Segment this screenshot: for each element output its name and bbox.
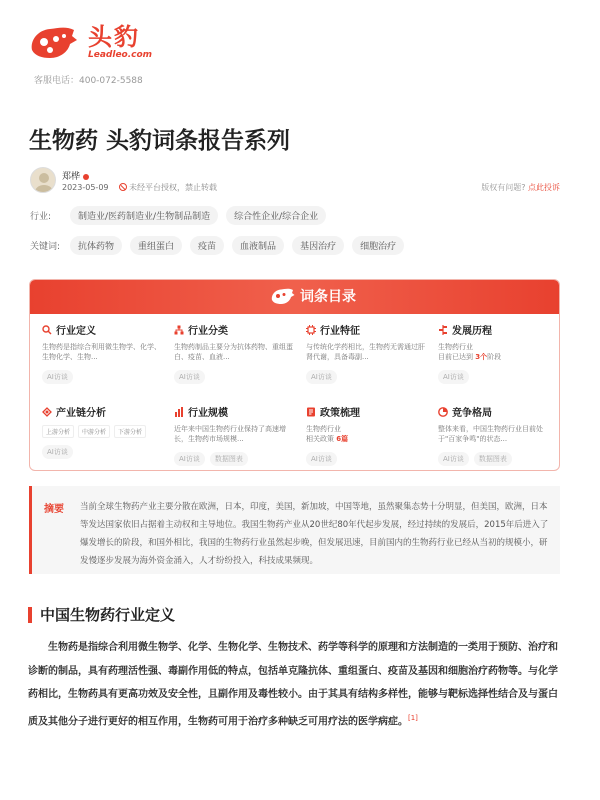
catalog-header — [30, 280, 559, 314]
keyword-tag[interactable]: 细胞治疗 — [352, 236, 404, 255]
catalog-item-history[interactable]: 发展历程 生物药行业 目前已达到 3个阶段 AI访谈 — [438, 322, 558, 384]
section-title: 中国生物药行业定义 — [28, 604, 175, 625]
ai-interview-chip[interactable]: AI访谈 — [306, 452, 337, 466]
ai-interview-chip[interactable]: AI访谈 — [306, 370, 337, 384]
catalog-item-chain[interactable]: 产业链分析 上游分析 中游分析 下游分析 AI访谈 — [42, 404, 162, 459]
author-meta — [62, 182, 217, 193]
catalog-item-classification[interactable]: 行业分类 生物药制品主要分为抗体药物、重组蛋白、疫苗、血液... AI访谈 — [174, 322, 294, 384]
industry-tag[interactable]: 综合性企业/综合企业 — [226, 206, 326, 225]
verified-badge-icon — [83, 174, 89, 180]
ai-interview-chip[interactable]: AI访谈 — [42, 445, 73, 459]
catalog-panel — [29, 279, 560, 471]
hierarchy-icon — [174, 325, 184, 335]
ai-interview-chip[interactable]: AI访谈 — [174, 452, 205, 466]
policy-icon — [306, 407, 316, 417]
pie-icon — [438, 407, 448, 417]
catalog-item-definition[interactable]: 行业定义 生物药是指综合利用微生物学、化学、生物化学、生物... AI访谈 — [42, 322, 162, 384]
avatar[interactable] — [30, 167, 56, 193]
chain-icon — [42, 407, 52, 417]
chip-icon — [306, 325, 316, 335]
leopard-logo-icon — [270, 286, 296, 306]
leopard-logo-icon — [28, 22, 80, 62]
industry-label: 行业: — [30, 212, 52, 222]
search-icon — [42, 325, 52, 335]
keyword-tag[interactable]: 疫苗 — [190, 236, 224, 255]
ai-interview-chip[interactable]: AI访谈 — [42, 370, 73, 384]
summary-text: 当前全球生物药产业主要分散在欧洲，日本，印度，美国，新加坡，中国等地，虽然聚集态势十分明显，但美国，欧洲，日本等发达国家依旧占据着主动权和主导地位。我国生物药产业从20世纪80年代起步发展，经过持续的发展后，2015年后进入了爆发增长的阶段，和国外相比，我国的生物药行业虽然起步晚，但发展迅速，目前国内的生物药行业已经从当初的规模小，研发慢逐步发展为海外资金涌入，人才纷纷投入，科技成果频现。 — [80, 502, 549, 566]
catalog-item-scale[interactable]: 行业规模 近年来中国生物药行业保持了高速增长，生物药市场规模... AI访谈 数据图表 — [174, 404, 294, 466]
prohibited-icon — [119, 183, 127, 191]
copyright-report: 版权有问题? 点此投诉 — [481, 183, 560, 192]
catalog-item-features[interactable]: 行业特征 与传统化学药相比，生物药无需通过肝肾代谢，具备毒副... AI访谈 — [306, 322, 426, 384]
data-chart-chip[interactable]: 数据图表 — [474, 452, 512, 466]
data-chart-chip[interactable]: 数据图表 — [210, 452, 248, 466]
summary-label: 摘要 — [44, 504, 64, 515]
keywords-label: 关键词: — [30, 242, 61, 252]
downstream-tag[interactable]: 下游分析 — [114, 425, 146, 438]
catalog-item-competition[interactable]: 竞争格局 整体来看，中国生物药行业目前处于"百家争鸣"的状态... AI访谈 数据图表 — [438, 404, 558, 466]
reference-link[interactable]: [1] — [408, 713, 418, 722]
publish-date: 2023-05-09 — [62, 183, 109, 192]
copyright-notice: 未经平台授权，禁止转载 — [119, 183, 217, 192]
industry-row — [30, 206, 334, 225]
ai-interview-chip[interactable]: AI访谈 — [174, 370, 205, 384]
ai-interview-chip[interactable]: AI访谈 — [438, 370, 469, 384]
brand-name: 头豹 — [88, 23, 140, 51]
keyword-tag[interactable]: 基因治疗 — [292, 236, 344, 255]
catalog-title: 词条目录 — [300, 289, 356, 305]
ai-interview-chip[interactable]: AI访谈 — [438, 452, 469, 466]
page-title: 生物药 头豹词条报告系列 — [29, 128, 291, 154]
keyword-tag[interactable]: 血液制品 — [232, 236, 284, 255]
keyword-tag[interactable]: 重组蛋白 — [130, 236, 182, 255]
summary-box — [29, 486, 560, 574]
keyword-tag[interactable]: 抗体药物 — [70, 236, 122, 255]
section-body: 生物药是指综合利用微生物学、化学、生物化学、生物技术、药学等科学的原理和方法制造的一类用于预防、治疗和诊断的制品，具有药理活性强、毒副作用低的特点，包括单克隆抗体、重组蛋白、疫苗及基因和细胞治疗药物等。与化学药相比，生物药具有更高功效及安全性，且副作用及毒性较小。由于其具有结构多样性，能够与靶标选择性结合及与蛋白质及其他分子进行更好的相互作用，生物药可用于治疗多种缺乏可用疗法的医学病症。[1] — [28, 642, 558, 727]
industry-tag[interactable]: 制造业/医药制造业/生物制品制造 — [70, 206, 218, 225]
section-marker — [28, 607, 32, 623]
upstream-tag[interactable]: 上游分析 — [42, 425, 74, 438]
service-phone: 客服电话：400-072-5588 — [34, 76, 143, 86]
bar-chart-icon — [174, 407, 184, 417]
catalog-item-policy[interactable]: 政策梳理 生物药行业 相关政策 6篇 AI访谈 — [306, 404, 426, 466]
midstream-tag[interactable]: 中游分析 — [78, 425, 110, 438]
brand-url: Leadleo.com — [88, 50, 153, 60]
report-link[interactable]: 点此投诉 — [528, 183, 560, 192]
timeline-icon — [438, 325, 448, 335]
author-name[interactable]: 郑桦 — [62, 169, 89, 182]
keywords-row — [30, 236, 412, 255]
brand-logo[interactable] — [28, 22, 152, 62]
author-row — [30, 167, 560, 197]
